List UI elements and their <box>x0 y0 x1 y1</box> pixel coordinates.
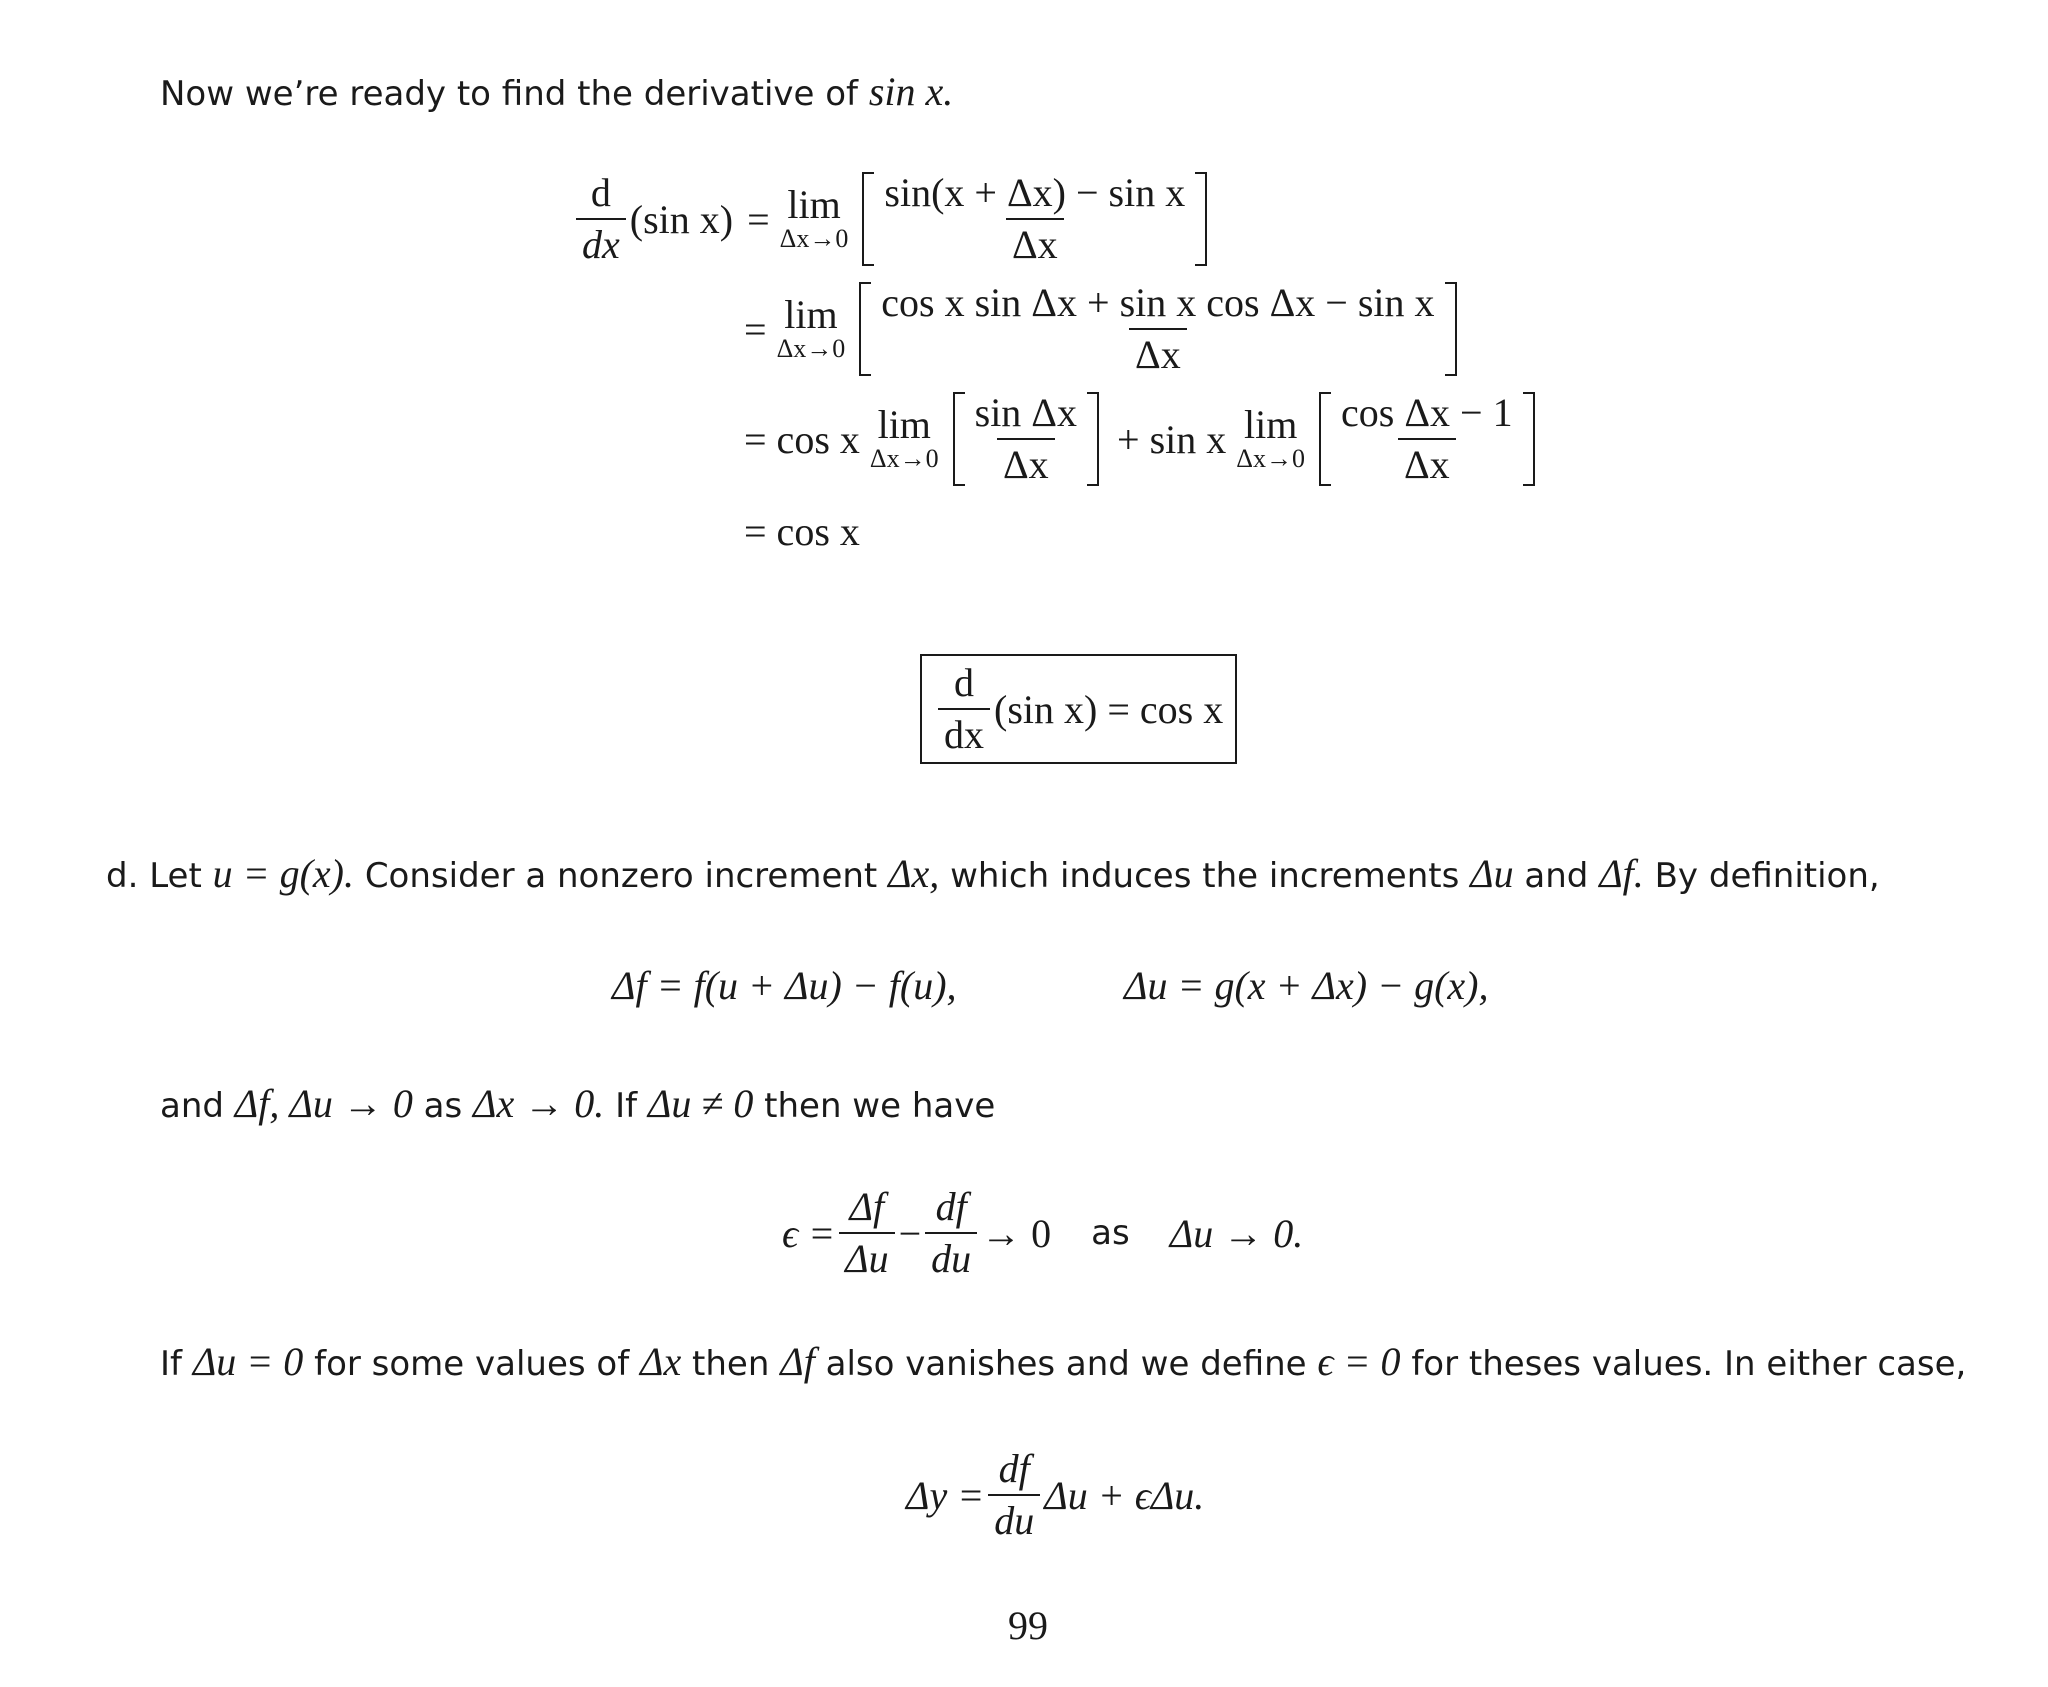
part-label: d. <box>106 856 139 896</box>
limit-operator: lim Δx→0 <box>776 291 846 363</box>
final-rhs: Δu + ϵΔu. <box>1044 1472 1205 1518</box>
lhs-sin-x: (sin x) <box>629 196 734 242</box>
sin-x-term: + sin x <box>1117 416 1227 462</box>
df-du-fraction: $\frac{df}{du}$ <box>988 1448 1040 1542</box>
result-box <box>920 654 1237 764</box>
bracket-group <box>862 172 1207 266</box>
derivation-line-2 <box>744 282 1461 376</box>
minus-sign: − <box>898 1210 922 1256</box>
page-number: 99 <box>1008 1603 1048 1648</box>
as-text: as <box>1091 1213 1130 1253</box>
final-equation <box>906 1448 1204 1542</box>
limit-operator: lim Δx→0 <box>779 181 849 253</box>
final-lhs: Δy = <box>906 1472 985 1518</box>
cos-x-term: = cos x <box>744 416 860 462</box>
limit-operator: lim Δx→0 <box>1236 401 1306 473</box>
derivation-line-4: = cos x <box>744 509 860 554</box>
arrow-zero: → 0 <box>981 1210 1052 1256</box>
derivative-quotient: $\frac{df}{du}$ <box>925 1186 977 1280</box>
definition-delta-f: Δf = f(u + Δu) − f(u), <box>612 963 957 1008</box>
intro-text: Now we’re ready to find the derivative of <box>160 74 859 114</box>
limits-line: and Δf, Δu → 0 as Δx → 0. If Δu ≠ 0 then we have <box>160 1081 996 1126</box>
delta-quotient: $\frac{\Delta f}{\Delta u}$ <box>839 1186 894 1280</box>
expanded-quotient: $\frac{\text{cos x sin Δx + sin x cos Δx − sin x}}{\Delta x}$ <box>881 280 1435 377</box>
derivation-line-3 <box>744 392 1539 486</box>
intro-line <box>160 68 953 115</box>
part-d-line: d. Let u = g(x). Consider a nonzero increment Δx, which induces the increments Δu and Δf. By definition, <box>106 851 1880 896</box>
intro-math: sin x. <box>868 69 954 114</box>
sin-quotient: $\frac{\text{sin Δx}}{\Delta x}$ <box>974 390 1078 487</box>
equals-sign: = <box>747 196 770 242</box>
difference-quotient: $\frac{\text{sin(x + Δx) − sin x}}{\Delta x}$ <box>884 170 1186 267</box>
cos-quotient: $\frac{\text{cos Δx − 1}}{\Delta x}$ <box>1341 390 1513 487</box>
bracket-group <box>859 282 1456 376</box>
epsilon-tail: Δu → 0. <box>1169 1210 1304 1256</box>
limit-operator: lim Δx→0 <box>869 401 939 473</box>
derivation-line-1 <box>572 172 1211 266</box>
boxed-result <box>920 654 1237 764</box>
epsilon-lhs: ϵ = <box>782 1210 836 1256</box>
epsilon-equation <box>782 1186 1303 1280</box>
d-dx-fraction: $\frac{d}{dx}$ <box>938 662 990 756</box>
equals-sign: = <box>744 306 767 352</box>
bracket-group <box>1319 392 1535 486</box>
zero-case-line: If Δu = 0 for some values of Δx then Δf also vanishes and we define ϵ = 0 for theses values. In either case, <box>160 1339 1967 1384</box>
result-rhs: (sin x) = cos x <box>994 686 1224 732</box>
bracket-group <box>953 392 1099 486</box>
definition-delta-u: Δu = g(x + Δx) − g(x), <box>1124 963 1489 1008</box>
d-dx-fraction: $\frac{d}{dx}$ <box>576 172 626 266</box>
